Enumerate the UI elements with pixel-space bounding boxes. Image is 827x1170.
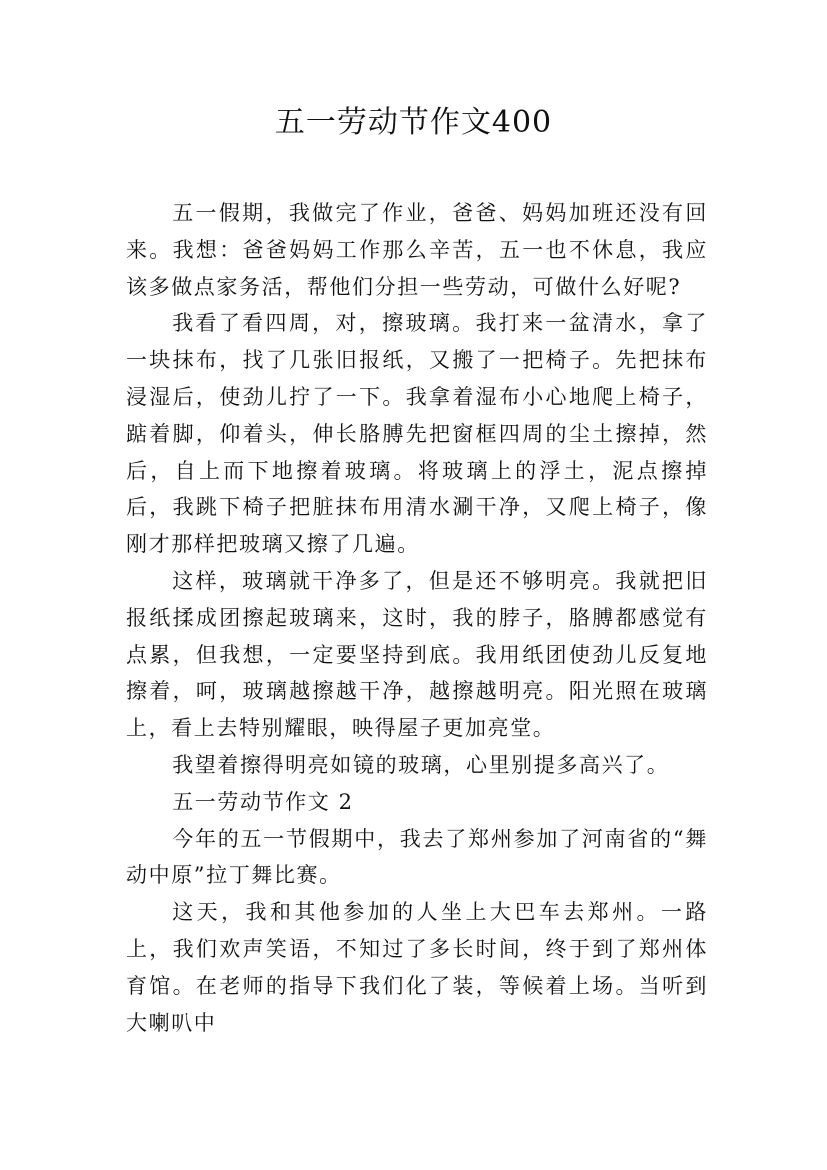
section-heading: 五一劳动节作文 2 xyxy=(172,789,354,814)
paragraph: 这样，玻璃就干净多了，但是还不够明亮。我就把旧报纸揉成团擦起玻璃来，这时，我的脖子，胳膊都感觉有点累，但我想，一定要坚持到底。我用纸团使劲儿反复地擦着，呵，玻璃越擦越干净，越擦越明亮。阳光照在玻璃上，看上去特别耀眼，映得屋子更加亮堂。 xyxy=(126,568,708,741)
paragraph: 这天，我和其他参加的人坐上大巴车去郑州。一路上，我们欢声笑语，不知过了多长时间，终于到了郑州体育馆。在老师的指导下我们化了装，等候着上场。当听到大喇叭中 xyxy=(126,900,708,1035)
paragraph: 我望着擦得明亮如镜的玻璃，心里别提多高兴了。 xyxy=(172,752,670,777)
document-body xyxy=(126,195,708,1041)
paragraph: 我看了看四周，对，擦玻璃。我打来一盆清水，拿了一块抹布，找了几张旧报纸，又搬了一把椅子。先把抹布浸湿后，使劲儿拧了一下。我拿着湿布小心地爬上椅子，踮着脚，仰着头，伸长胳膊先把窗框四周的尘土擦掉，然后，自上而下地擦着玻璃。将玻璃上的浮土，泥点擦掉后，我跳下椅子把脏抹布用清水涮干净，又爬上椅子，像刚才那样把玻璃又擦了几遍。 xyxy=(126,311,708,557)
document-title: 五一劳动节作文400 xyxy=(274,105,553,140)
paragraph: 今年的五一节假期中，我去了郑州参加了河南省的“舞动中原”拉丁舞比赛。 xyxy=(126,826,708,888)
paragraph: 五一假期，我做完了作业，爸爸、妈妈加班还没有回来。我想：爸爸妈妈工作那么辛苦，五一也不休息，我应该多做点家务活，帮他们分担一些劳动，可做什么好呢? xyxy=(126,201,708,299)
